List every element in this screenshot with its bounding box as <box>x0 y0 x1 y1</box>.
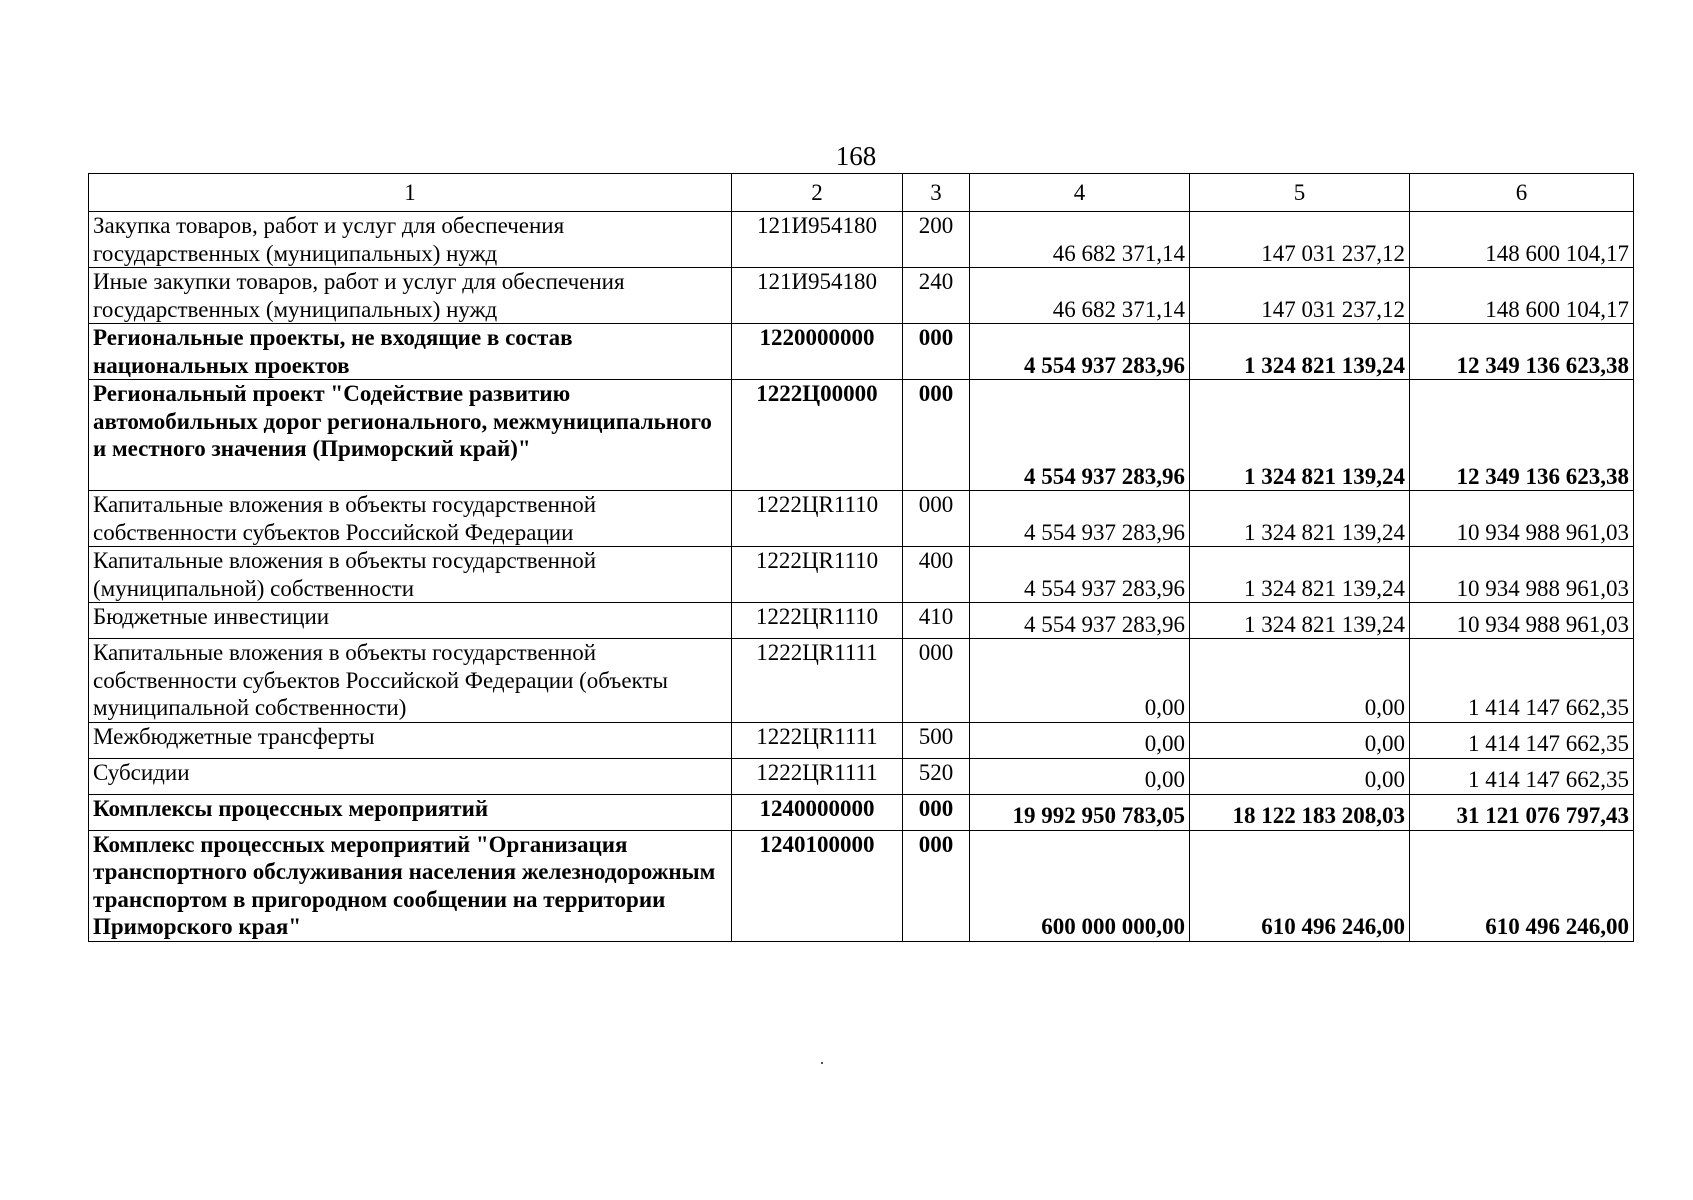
row-amount-col5: 1 324 821 139,24 <box>1190 547 1410 603</box>
row-name-cell: Комплексы процессных мероприятий <box>89 794 732 830</box>
row-name-cell: Межбюджетные трансферты <box>89 722 732 758</box>
row-amount-col4: 46 682 371,14 <box>970 268 1190 324</box>
row-code-cell: 1222ЦR1110 <box>732 491 903 547</box>
row-code-cell: 121И954180 <box>732 212 903 268</box>
column-header: 2 <box>732 174 903 212</box>
row-amount-col6: 12 349 136 623,38 <box>1410 324 1634 380</box>
row-amount-col6: 12 349 136 623,38 <box>1410 380 1634 491</box>
table-row <box>89 794 1634 830</box>
row-amount-col5: 1 324 821 139,24 <box>1190 324 1410 380</box>
budget-table <box>88 173 1634 942</box>
row-amount-col5: 147 031 237,12 <box>1190 212 1410 268</box>
row-kvr-cell: 200 <box>903 212 970 268</box>
row-code-cell: 1222Ц00000 <box>732 380 903 491</box>
table-row <box>89 758 1634 794</box>
row-amount-col5: 0,00 <box>1190 758 1410 794</box>
row-amount-col5: 0,00 <box>1190 722 1410 758</box>
column-header: 6 <box>1410 174 1634 212</box>
table-row <box>89 722 1634 758</box>
row-amount-col5: 1 324 821 139,24 <box>1190 491 1410 547</box>
column-header: 1 <box>89 174 732 212</box>
row-amount-col4: 0,00 <box>970 722 1190 758</box>
row-code-cell: 1220000000 <box>732 324 903 380</box>
row-amount-col4: 0,00 <box>970 758 1190 794</box>
row-amount-col6: 610 496 246,00 <box>1410 830 1634 941</box>
row-amount-col4: 4 554 937 283,96 <box>970 603 1190 639</box>
row-amount-col6: 1 414 147 662,35 <box>1410 639 1634 723</box>
table-row <box>89 380 1634 491</box>
row-amount-col6: 31 121 076 797,43 <box>1410 794 1634 830</box>
row-code-cell: 1240100000 <box>732 830 903 941</box>
row-amount-col5: 0,00 <box>1190 639 1410 723</box>
row-amount-col4: 0,00 <box>970 639 1190 723</box>
row-code-cell: 1222ЦR1111 <box>732 758 903 794</box>
row-amount-col4: 4 554 937 283,96 <box>970 491 1190 547</box>
table-row <box>89 212 1634 268</box>
row-code-cell: 1222ЦR1110 <box>732 603 903 639</box>
row-name-cell: Бюджетные инвестиции <box>89 603 732 639</box>
row-kvr-cell: 400 <box>903 547 970 603</box>
table-row <box>89 603 1634 639</box>
row-name-cell: Комплекс процессных мероприятий "Организация транспортного обслуживания населения железнодорожным транспортом в пригородном сообщении на территории Приморского края" <box>89 830 732 941</box>
row-kvr-cell: 000 <box>903 380 970 491</box>
column-header: 5 <box>1190 174 1410 212</box>
row-amount-col6: 10 934 988 961,03 <box>1410 603 1634 639</box>
row-amount-col6: 1 414 147 662,35 <box>1410 722 1634 758</box>
table-header-row <box>89 174 1634 212</box>
row-amount-col4: 4 554 937 283,96 <box>970 547 1190 603</box>
row-amount-col4: 19 992 950 783,05 <box>970 794 1190 830</box>
row-name-cell: Иные закупки товаров, работ и услуг для обеспечения государственных (муниципальных) нужд <box>89 268 732 324</box>
table-row <box>89 547 1634 603</box>
column-header: 3 <box>903 174 970 212</box>
row-kvr-cell: 520 <box>903 758 970 794</box>
table-row <box>89 830 1634 941</box>
table-row <box>89 491 1634 547</box>
row-amount-col5: 1 324 821 139,24 <box>1190 603 1410 639</box>
scan-speck <box>821 1062 823 1064</box>
row-code-cell: 1222ЦR1111 <box>732 722 903 758</box>
table-row <box>89 639 1634 723</box>
page-number: 168 <box>835 141 877 171</box>
row-code-cell: 1240000000 <box>732 794 903 830</box>
row-amount-col6: 148 600 104,17 <box>1410 268 1634 324</box>
row-amount-col5: 610 496 246,00 <box>1190 830 1410 941</box>
row-amount-col6: 10 934 988 961,03 <box>1410 547 1634 603</box>
row-kvr-cell: 410 <box>903 603 970 639</box>
row-amount-col6: 148 600 104,17 <box>1410 212 1634 268</box>
row-name-cell: Капитальные вложения в объекты государственной собственности субъектов Российской Федерации (объекты муниципальной собственности) <box>89 639 732 723</box>
row-amount-col6: 1 414 147 662,35 <box>1410 758 1634 794</box>
table-row <box>89 268 1634 324</box>
row-kvr-cell: 000 <box>903 639 970 723</box>
table-row <box>89 324 1634 380</box>
row-name-cell: Субсидии <box>89 758 732 794</box>
row-name-cell: Капитальные вложения в объекты государственной собственности субъектов Российской Федерации <box>89 491 732 547</box>
row-amount-col5: 147 031 237,12 <box>1190 268 1410 324</box>
row-amount-col4: 600 000 000,00 <box>970 830 1190 941</box>
row-name-cell: Региональные проекты, не входящие в состав национальных проектов <box>89 324 732 380</box>
column-header: 4 <box>970 174 1190 212</box>
row-amount-col5: 18 122 183 208,03 <box>1190 794 1410 830</box>
row-amount-col4: 46 682 371,14 <box>970 212 1190 268</box>
row-kvr-cell: 000 <box>903 794 970 830</box>
row-kvr-cell: 000 <box>903 324 970 380</box>
row-name-cell: Закупка товаров, работ и услуг для обеспечения государственных (муниципальных) нужд <box>89 212 732 268</box>
row-amount-col4: 4 554 937 283,96 <box>970 324 1190 380</box>
row-name-cell: Региональный проект "Содействие развитию автомобильных дорог регионального, межмуниципального и местного значения (Приморский край)" <box>89 380 732 491</box>
row-code-cell: 1222ЦR1110 <box>732 547 903 603</box>
row-code-cell: 1222ЦR1111 <box>732 639 903 723</box>
row-kvr-cell: 000 <box>903 491 970 547</box>
row-kvr-cell: 000 <box>903 830 970 941</box>
row-name-cell: Капитальные вложения в объекты государственной (муниципальной) собственности <box>89 547 732 603</box>
row-amount-col4: 4 554 937 283,96 <box>970 380 1190 491</box>
row-kvr-cell: 240 <box>903 268 970 324</box>
row-amount-col5: 1 324 821 139,24 <box>1190 380 1410 491</box>
row-amount-col6: 10 934 988 961,03 <box>1410 491 1634 547</box>
row-code-cell: 121И954180 <box>732 268 903 324</box>
row-kvr-cell: 500 <box>903 722 970 758</box>
